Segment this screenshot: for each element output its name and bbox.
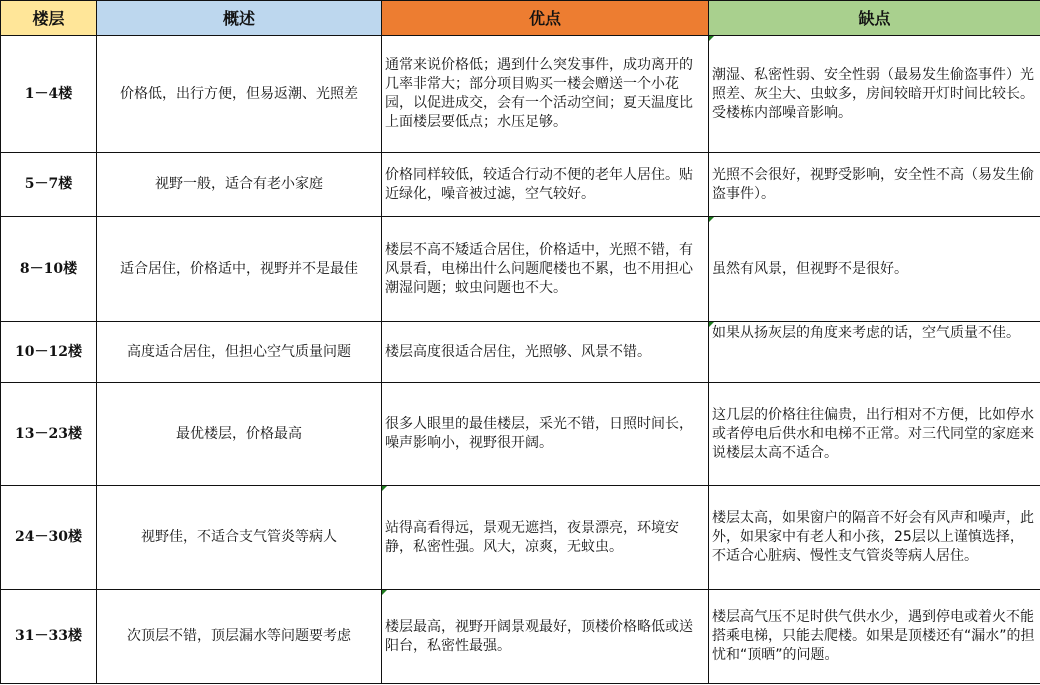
floor-cell[interactable]: 5－7楼: [1, 153, 97, 217]
pros-cell[interactable]: 价格同样较低，较适合行动不便的老年人居住。贴近绿化，噪音被过滤，空气较好。: [382, 153, 709, 217]
pros-cell[interactable]: 很多人眼里的最佳楼层，采光不错，日照时间长，噪声影响小，视野很开阔。: [382, 383, 709, 486]
comment-indicator-icon: [709, 217, 714, 222]
summary-cell[interactable]: 价格低，出行方便，但易返潮、光照差: [97, 36, 382, 153]
floor-cell[interactable]: 31－33楼: [1, 590, 97, 684]
pros-text: 站得高看得远，景观无遮挡，夜景漂亮，环境安静，私密性强。风大，凉爽，无蚊虫。: [385, 519, 679, 555]
cons-cell[interactable]: 这几层的价格往往偏贵，出行相对不方便，比如停水或者停电后供水和电梯不正常。对三代同堂的家庭来说楼层太高不适合。: [709, 383, 1040, 486]
table-row: [1, 383, 1040, 486]
table-row: [1, 486, 1040, 590]
comment-indicator-icon: [709, 322, 714, 327]
header-floor[interactable]: 楼层: [1, 1, 97, 36]
floor-cell[interactable]: 13－23楼: [1, 383, 97, 486]
header-row: [1, 1, 1040, 36]
cons-cell[interactable]: [709, 217, 1040, 322]
header-pros[interactable]: 优点: [382, 1, 709, 36]
cons-cell[interactable]: 光照不会很好，视野受影响，安全性不高（易发生偷盗事件）。: [709, 153, 1040, 217]
summary-cell[interactable]: 适合居住，价格适中，视野并不是最佳: [97, 217, 382, 322]
floor-cell[interactable]: 24－30楼: [1, 486, 97, 590]
summary-cell[interactable]: 最优楼层，价格最高: [97, 383, 382, 486]
comment-indicator-icon: [709, 36, 714, 41]
pros-text: 楼层最高，视野开阔景观最好，顶楼价格略低或送阳台，私密性最强。: [385, 618, 693, 654]
cons-text: 虽然有风景，但视野不是很好。: [712, 260, 908, 277]
pros-cell[interactable]: 通常来说价格低；遇到什么突发事件，成功离开的几率非常大；部分项目购买一楼会赠送一个小花园，以促进成交，会有一个活动空间；夏天温度比上面楼层要低点；水压足够。: [382, 36, 709, 153]
pros-cell[interactable]: 楼层高度很适合居住，光照够、风景不错。: [382, 322, 709, 383]
table-row: [1, 590, 1040, 684]
table-row: [1, 322, 1040, 383]
comment-indicator-icon: [382, 486, 387, 491]
cons-cell[interactable]: [709, 36, 1040, 153]
summary-cell[interactable]: 视野佳，不适合支气管炎等病人: [97, 486, 382, 590]
pros-cell[interactable]: 楼层不高不矮适合居住，价格适中，光照不错，有风景看，电梯出什么问题爬楼也不累，也不用担心潮湿问题；蚊虫问题也不大。: [382, 217, 709, 322]
floor-cell[interactable]: 10－12楼: [1, 322, 97, 383]
summary-cell[interactable]: 视野一般，适合有老小家庭: [97, 153, 382, 217]
floor-cell[interactable]: 1－4楼: [1, 36, 97, 153]
summary-cell[interactable]: 次顶层不错，顶层漏水等问题要考虑: [97, 590, 382, 684]
comment-indicator-icon: [382, 590, 387, 595]
table-row: [1, 217, 1040, 322]
pros-cell[interactable]: [382, 590, 709, 684]
cons-text: 潮湿、私密性弱、安全性弱（最易发生偷盗事件）光照差、灰尘大、虫蚊多，房间较暗开灯时间比较长。受楼栋内部噪音影响。: [712, 66, 1034, 121]
header-summary[interactable]: 概述: [97, 1, 382, 36]
header-cons[interactable]: 缺点: [709, 1, 1040, 36]
table-row: [1, 153, 1040, 217]
table-row: [1, 36, 1040, 153]
summary-cell[interactable]: 高度适合居住，但担心空气质量问题: [97, 322, 382, 383]
cons-cell[interactable]: 楼层太高，如果窗户的隔音不好会有风声和噪声，此外，如果家中有老人和小孩，25层以上谨慎选择，不适合心脏病、慢性支气管炎等病人居住。: [709, 486, 1040, 590]
cons-text: 如果从扬灰层的角度来考虑的话，空气质量不佳。: [712, 325, 1020, 341]
pros-cell[interactable]: [382, 486, 709, 590]
cons-cell[interactable]: 楼层高气压不足时供气供水少，遇到停电或着火不能搭乘电梯，只能去爬楼。如果是顶楼还有“漏水”的担忧和“顶晒”的问题。: [709, 590, 1040, 684]
cons-cell[interactable]: [709, 322, 1040, 383]
floor-cell[interactable]: 8－10楼: [1, 217, 97, 322]
